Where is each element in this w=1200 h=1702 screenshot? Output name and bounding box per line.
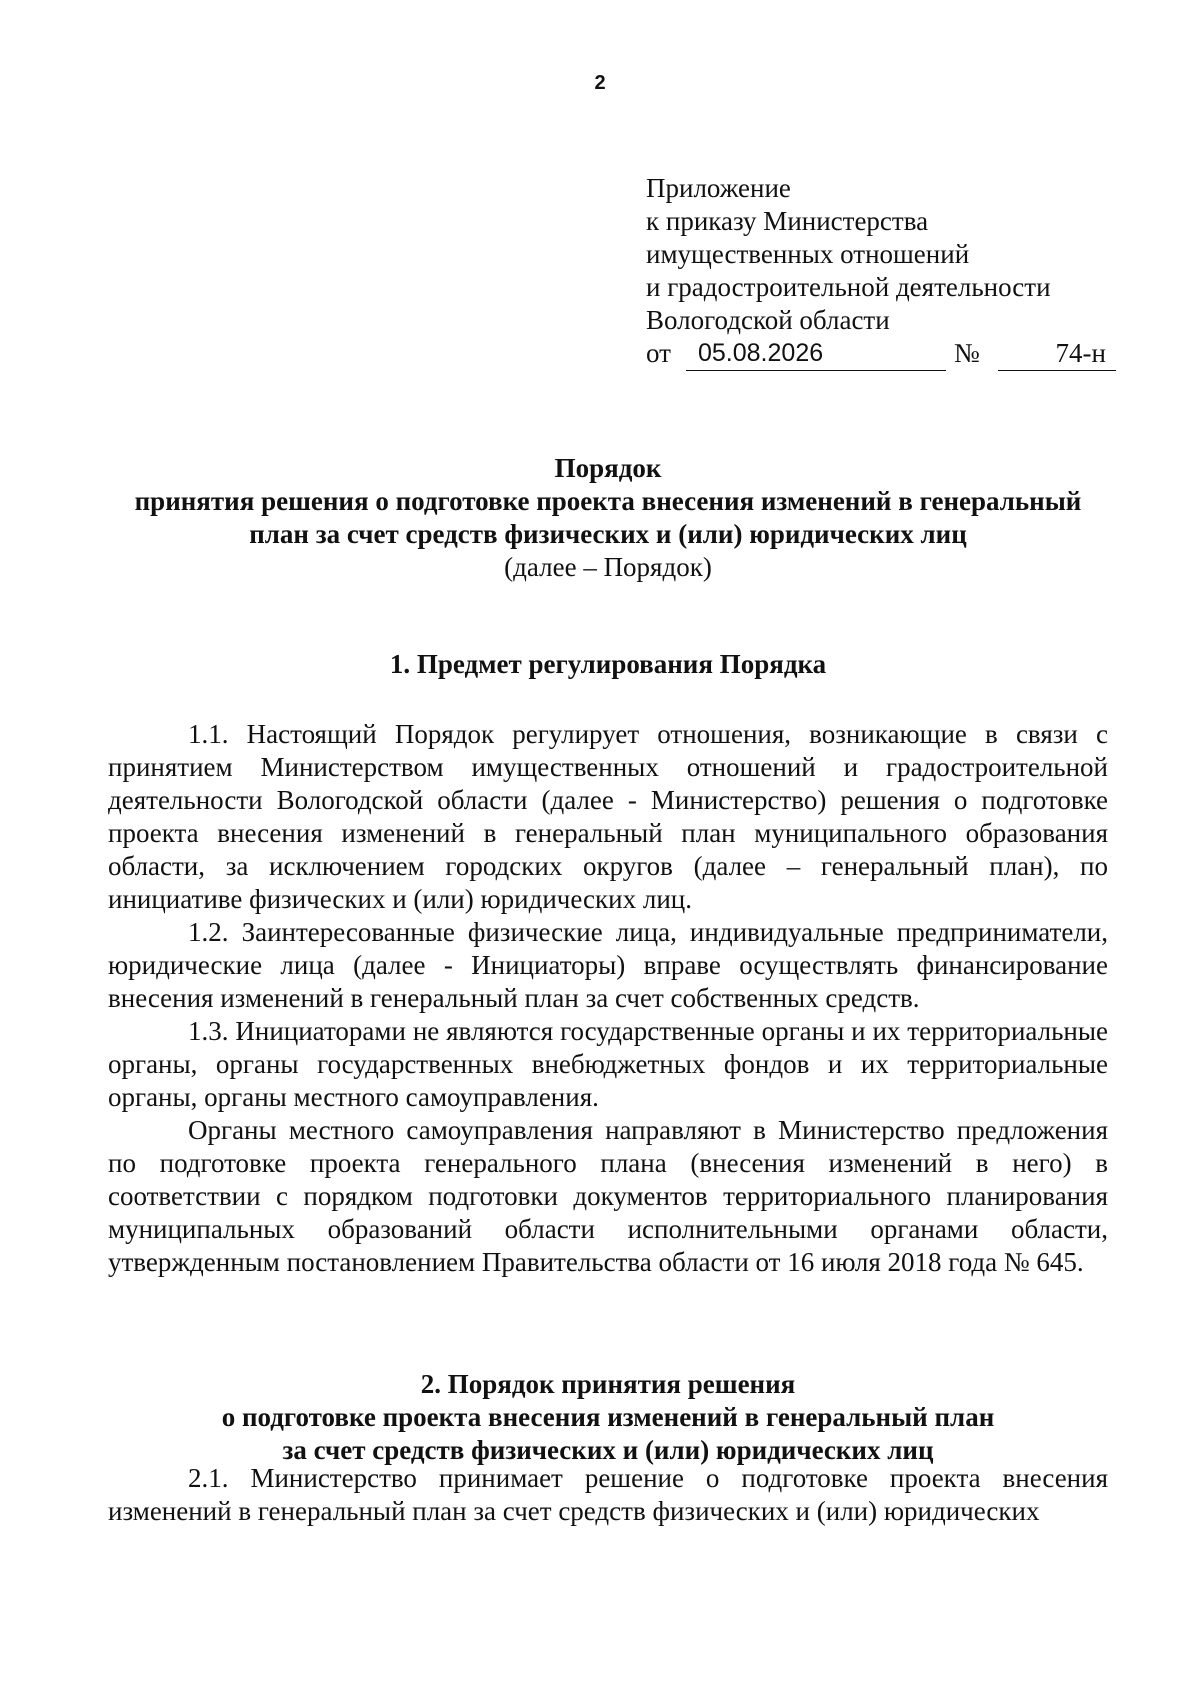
page-number: 2 [594,72,606,94]
section-2-heading-line: 2. Порядок принятия решения [420,1369,796,1399]
appendix-line: Вологодской области [646,305,890,335]
paragraph: Органы местного самоуправления направляют в Министерство предложения по подготовке проекта генерального плана (внесения изменений в него) в соответствии с порядком подготовки документов территориального планирования муниципальных образований области исполнительными органами области, утвержденным постановлением Правительства области от 16 июля 2018 года № 645. [108,1115,1108,1277]
appendix-block [646,172,1126,373]
order-number-field: 74-н [998,337,1116,371]
section-1-body [108,718,1108,1279]
section-2-body [108,1462,1108,1528]
document-title [108,452,1108,584]
section-2-heading-line: о подготовке проекта внесения изменений в генеральный план [221,1402,995,1432]
paragraph: 1.2. Заинтересованные физические лица, индивидуальные предприниматели, юридические лица (далее - Инициаторы) вправе осуществлять финансирование внесения изменений в генеральный план за счет собственных средств. [108,917,1108,1013]
appendix-line: имущественных отношений [646,239,970,269]
paragraph: 1.3. Инициаторами не являются государственные органы и их территориальные органы, органы государственных внебюджетных фондов и их территориальные органы, органы местного самоуправления. [108,1016,1108,1112]
from-label: от [646,338,671,368]
order-date-field: 05.08.2026 [686,337,946,371]
title-line: план за счет средств физических и (или) юридических лиц [249,519,967,549]
title-line: Порядок [554,453,662,483]
section-1-heading: 1. Предмет регулирования Порядка [389,649,827,679]
section-2-heading-line: за счет средств физических и (или) юридических лиц [282,1435,934,1465]
appendix-line: Приложение [646,173,791,203]
paragraph: 2.1. Министерство принимает решение о подготовке проекта внесения изменений в генеральный план за счет средств физических и (или) юридических [108,1463,1108,1526]
title-subtitle: (далее – Порядок) [504,552,712,582]
number-label: № [954,338,980,368]
title-line: принятия решения о подготовке проекта внесения изменений в генеральный [134,486,1082,516]
appendix-line: и градостроительной деятельности [646,272,1051,302]
order-date-number-line [646,337,1126,373]
appendix-line: к приказу Министерства [646,206,929,236]
paragraph: 1.1. Настоящий Порядок регулирует отношения, возникающие в связи с принятием Министерством имущественных отношений и градостроительной деятельности Вологодской области (далее - Министерство) решения о подготовке проекта внесения изменений в генеральный план муниципального образования области, за исключением городских округов (далее – генеральный план), по инициативе физических и (или) юридических лиц. [108,719,1108,914]
section-2-heading [108,1368,1108,1467]
